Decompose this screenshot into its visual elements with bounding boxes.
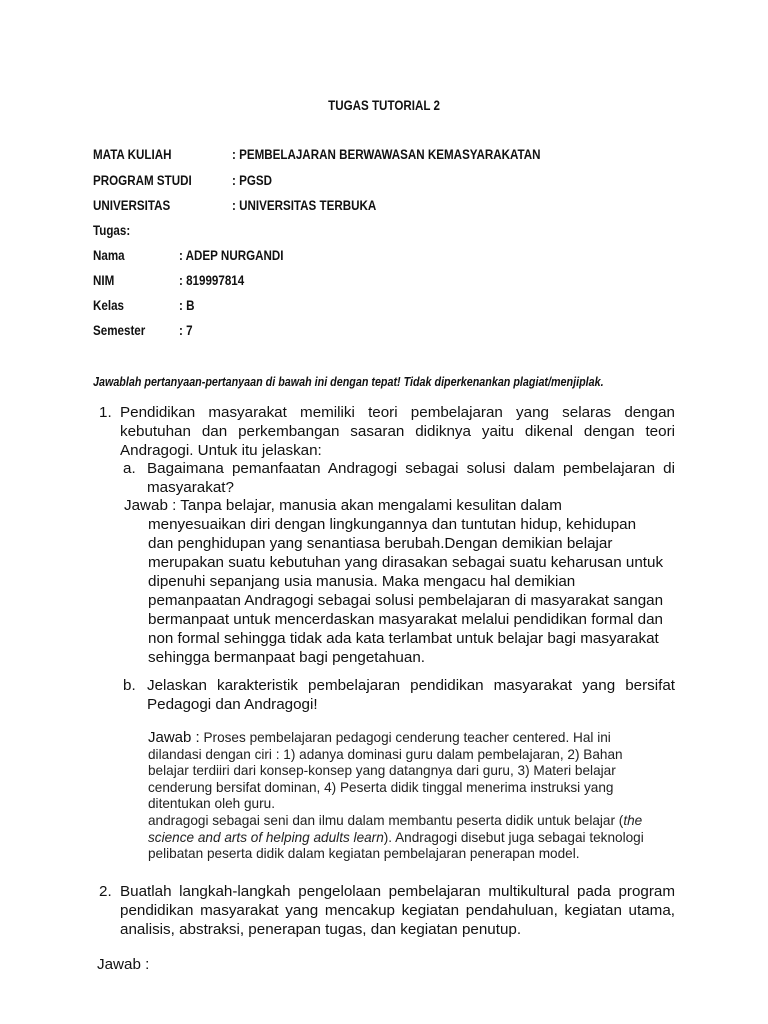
text-line: bermanpaat untuk mencerdaskan masyarakat melalui pendidikan formal dan [148, 611, 663, 628]
text-line: belajar terdiiri dari konsep-konsep yang datangnya dari guru, 3) Materi belajar [148, 763, 616, 779]
text-line: ditentukan oleh guru. [148, 796, 275, 812]
text-line: cenderung bersifat dominan, 4) Peserta didik tinggal menerima instruksi yang [148, 779, 614, 795]
text-line: menyesuaikan diri dengan lingkungannya dan tuntutan hidup, kehidupan [148, 516, 637, 533]
text-line: Pedagogi dan Andragogi! [147, 696, 318, 713]
question-1-text [120, 403, 675, 460]
text-line: analisis, abstraksi, penerapan tugas, dan kegiatan penutup. [120, 921, 522, 938]
field-value: : ADEP NURGANDI [179, 248, 284, 263]
answer-2-label: Jawab : [97, 956, 150, 973]
field-label: MATA KULIAH [93, 147, 172, 162]
text-line: Andragogi. Untuk itu jelaskan: [120, 442, 322, 459]
question-1a-text [147, 459, 675, 497]
text-line: non formal sehingga tidak ada kata terlambat untuk belajar bagi masyarakat [148, 630, 659, 647]
text-line: Buatlah langkah-langkah pengelolaan pembelajaran multikultural pada program [120, 883, 675, 900]
field-label: PROGRAM STUDI [93, 173, 192, 188]
field-label: Semester [93, 323, 146, 338]
answer-1a-body [148, 515, 663, 667]
answer-label: Jawab : [148, 729, 200, 746]
text-line: dan penghidupan yang senantiasa berubah.Dengan demikian belajar [148, 535, 613, 552]
field-value: : UNIVERSITAS TERBUKA [232, 198, 377, 213]
field-value: : 819997814 [179, 273, 245, 288]
text-line: masyarakat? [147, 479, 234, 496]
question-1-number: 1. [99, 404, 112, 421]
answer-1a-first-line: Jawab : Tanpa belajar, manusia akan mengalami kesulitan dalam [124, 497, 562, 514]
question-1a-marker: a. [123, 460, 136, 477]
question-2-number: 2. [99, 883, 112, 900]
text-line: dipenuhi sepanjang usia manusia. Maka mengacu hal demikian [148, 573, 576, 590]
text-line: pemanpaatan Andragogi sebagai solusi pembelajaran di masyarakat sangan [148, 592, 664, 609]
field-value: : PGSD [232, 173, 273, 188]
tugas-label: Tugas: [93, 223, 131, 238]
answer-1b-body [148, 730, 644, 863]
text-line: Pendidikan masyarakat memiliki teori pembelajaran yang selaras dengan [120, 404, 675, 421]
text-line: merupakan suatu kebutuhan yang dirasakan sebagai suatu keharusan untuk [148, 554, 664, 571]
question-2-text [120, 882, 675, 939]
question-1b-marker: b. [123, 677, 136, 694]
text-line: pelibatan peserta didik dalam kegiatan pembelajaran penerapan model. [148, 846, 580, 862]
text-line: Jelaskan karakteristik pembelajaran pendidikan masyarakat yang bersifat [147, 677, 675, 694]
question-1b-text [147, 676, 675, 714]
field-label: Nama [93, 248, 125, 263]
field-label: NIM [93, 273, 115, 288]
field-value: : 7 [179, 323, 193, 338]
field-value: : PEMBELAJARAN BERWAWASAN KEMASYARAKATAN [232, 147, 541, 162]
field-label: UNIVERSITAS [93, 198, 171, 213]
text-line: pendidikan masyarakat yang mencakup kegiatan pendahuluan, kegiatan utama, [120, 902, 675, 919]
instruction-text: Jawablah pertanyaan-pertanyaan di bawah ini dengan tepat! Tidak diperkenankan plagiat/menjiplak. [93, 375, 604, 389]
text-line: Bagaimana pemanfaatan Andragogi sebagai solusi dalam pembelajaran di [147, 460, 675, 477]
text-line: science and arts of helping adults learn). Andragogi disebut juga sebagai teknologi [148, 829, 644, 845]
field-label: Kelas [93, 298, 124, 313]
text-line: sehingga bermanpaat bagi pengetahuan. [148, 649, 425, 666]
text-line: Jawab : Proses pembelajaran pedagogi cenderung teacher centered. Hal ini [148, 729, 611, 746]
text-line: dilandasi dengan ciri : 1) adanya dominasi guru dalam pembelajaran, 2) Bahan [148, 746, 623, 762]
text-line: andragogi sebagai seni dan ilmu dalam membantu peserta didik untuk belajar (the [148, 812, 643, 828]
text-line: kebutuhan dan perkembangan sasaran didiknya yaitu dikenal dengan teori [120, 423, 675, 440]
field-value: : B [179, 298, 195, 313]
document-title: TUGAS TUTORIAL 2 [328, 98, 440, 113]
